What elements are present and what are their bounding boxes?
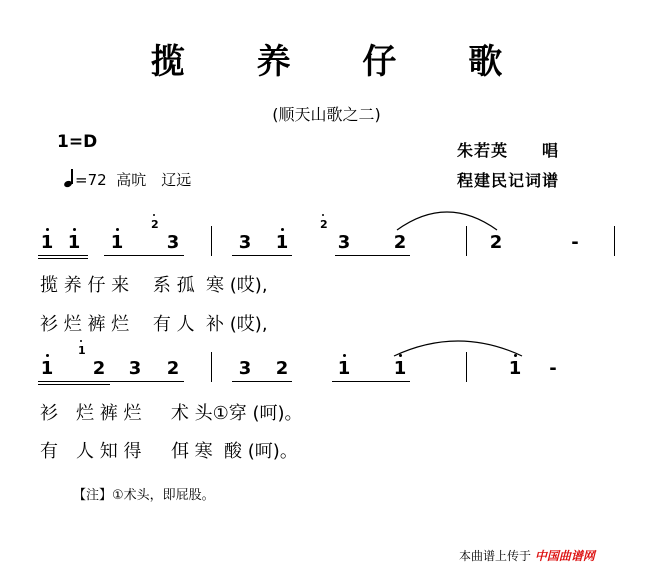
jianpu-note: 3: [128, 358, 142, 379]
lyrics-line-3: 衫 烂 裤 烂 术 头①穿 (呵)。: [40, 403, 303, 424]
jianpu-note: -: [549, 358, 557, 379]
song-title: 揽 养 仔 歌: [150, 42, 533, 82]
transcriber-credit: 程建民记词谱: [457, 171, 560, 190]
jianpu-note: 2: [275, 358, 289, 379]
grace-note: 2: [320, 218, 328, 231]
jianpu-note: 1: [67, 232, 81, 253]
singer-credit: 朱若英 唱: [457, 141, 560, 160]
jianpu-note: 1: [40, 232, 54, 253]
jianpu-note: 2: [166, 358, 180, 379]
jianpu-note: 3: [166, 232, 180, 253]
site-logo: 中国曲谱网: [534, 549, 595, 563]
grace-note: 1: [78, 344, 86, 357]
footer: [459, 547, 595, 564]
jianpu-note: 1: [393, 358, 407, 379]
tempo-value: =72: [75, 171, 107, 189]
lyrics-line-1: 揽 养 仔 来 系 孤 寒 (哎),: [40, 275, 268, 296]
lyrics-line-2: 衫 烂 裤 烂 有 人 补 (哎),: [40, 314, 268, 335]
tempo-expression: 高吭 辽远: [116, 171, 192, 189]
jianpu-note: 3: [238, 358, 252, 379]
footer-text: 本曲谱上传于: [459, 549, 532, 563]
jianpu-note: 2: [489, 232, 503, 253]
song-subtitle: (顺天山歌之二): [272, 105, 381, 124]
jianpu-note: 1: [508, 358, 522, 379]
jianpu-note: 1: [40, 358, 54, 379]
footnote: 【注】①术头，即屁股。: [73, 488, 215, 503]
key-text: 1=D: [57, 132, 98, 152]
grace-note: 2: [151, 218, 159, 231]
jianpu-note: 1: [337, 358, 351, 379]
lyrics-line-4: 有 人 知 得 佴 寒 酸 (呵)。: [40, 441, 298, 462]
jianpu-note: 2: [393, 232, 407, 253]
jianpu-note: 3: [337, 232, 351, 253]
jianpu-note: 1: [275, 232, 289, 253]
jianpu-note: -: [571, 232, 579, 253]
jianpu-note: 3: [238, 232, 252, 253]
jianpu-note: 2: [92, 358, 106, 379]
jianpu-note: 1: [110, 232, 124, 253]
